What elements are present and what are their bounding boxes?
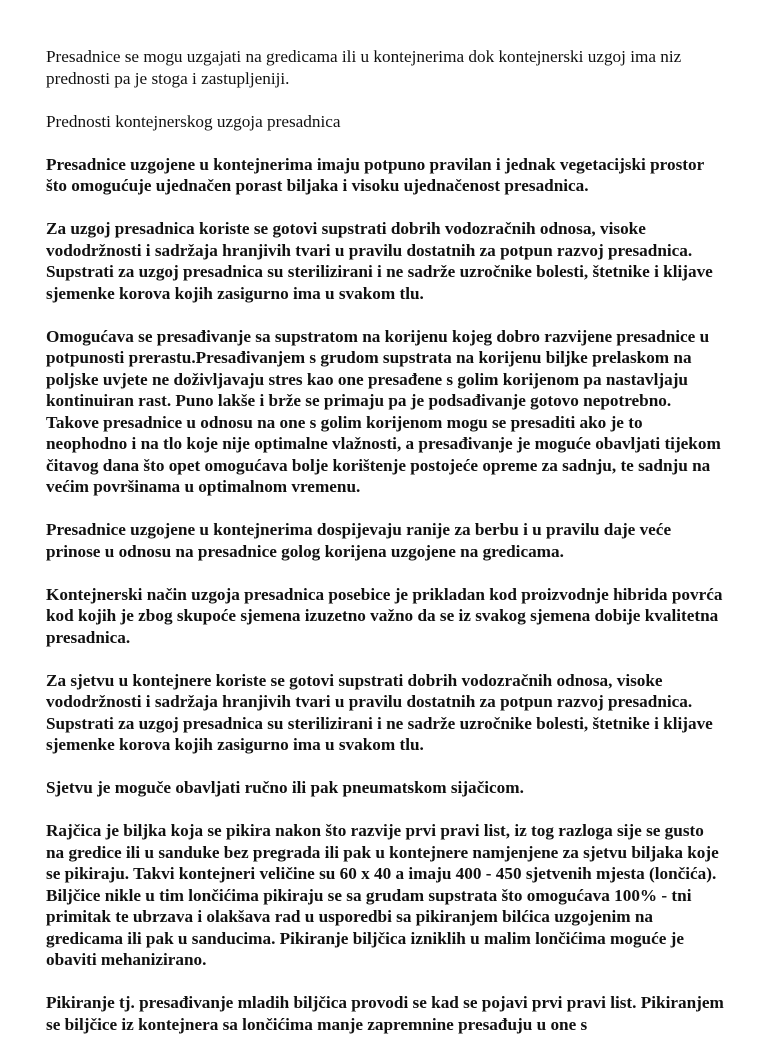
paragraph-vegetation-space: Presadnice uzgojene u kontejnerima imaju potpuno pravilan i jednak vegetacijski prostor što omogućuje ujednačen porast biljaka i visoku ujednačenost presadnica.	[46, 154, 704, 195]
document-page	[46, 46, 726, 1057]
paragraph-intro: Presadnice se mogu uzgajati na gredicama ili u kontejnerima dok kontejnerski uzgoj ima niz prednosti pa je stoga i zastupljeniji.	[46, 47, 682, 88]
paragraph-tomato-pricking: Rajčica je biljka koja se pikira nakon što razvije prvi pravi list, iz tog razloga sije se gusto na gredice ili u sanduke bez pregrada ili pak u kontejnere namjenjene za sjetvu biljaka koje se pikiraju. Takvi kontejneri veličine su 60 x 40 a imaju 400 - 450 sjetvenih mjesta (lončića). Biljčice nikle u tim lončićima pikiraju se sa grudam supstrata što omogućava 100% - tni primitak te ubrzava i olakšava rad u usporedbi sa pikiranjem bilćica uzgojenim na gredicama ili pak u sanducima. Pikiranje biljčica izniklih u malim lončićima moguće je obaviti mehanizirano.	[46, 821, 719, 969]
paragraph-harvest: Presadnice uzgojene u kontejnerima dospijevaju ranije za berbu i u pravilu daje veće prinose u odnosu na presadnice golog korijena uzgojene na gredicama.	[46, 520, 672, 561]
paragraph-pricking-out: Pikiranje tj. presađivanje mladih biljčica provodi se kad se pojavi prvi pravi list. Pikiranjem se biljčice iz kontejnera sa lončićima manje zapremnine presađuju u one s	[46, 993, 724, 1034]
paragraph-transplanting: Omogućava se presađivanje sa supstratom na korijenu kojeg dobro razvijene presadnice u potpunosti prerastu.Presađivanjem s grudom supstrata na korijenu biljke prelaskom na poljske uvjete ne doživljavaju stres kao one presađene s golim korijenom pa nastavljaju kontinuiran rast. Puno lakše i brže se primaju pa je podsađivanje gotovo nepotrebno. Takove presadnice u odnosu na one s golim korijenom mogu se presaditi ako je to neophodno i na tlo koje nije optimalne vlažnosti, a presađivanje je moguće obavljati tijekom čitavog dana što opet omogućava bolje korištenje postojeće opreme za sadnju, te sadnju na većim površinama u optimalnom vremenu.	[46, 326, 721, 496]
paragraph-sowing-substrates: Za sjetvu u kontejnere koriste se gotovi supstrati dobrih vodozračnih odnosa, visoke vododržnosti i sadržaja hranjivih tvari u pravilu dostatnih za potpun razvoj presadnica. Supstrati za uzgoj presadnica su sterilizirani i ne sadrže uzročnike bolesti, štetnike i klijave sjemenke korova kojih zasigurno ima u svakom tlu.	[46, 670, 713, 754]
paragraph-sowing-method: Sjetvu je moguče obavljati ručno ili pak pneumatskom sijačicom.	[46, 778, 524, 797]
paragraph-substrates: Za uzgoj presadnica koriste se gotovi supstrati dobrih vodozračnih odnosa, visoke vododržnosti i sadržaja hranjivih tvari u pravilu dostatnih za potpun razvoj presadnica. Supstrati za uzgoj presadnica su sterilizirani i ne sadrže uzročnike bolesti, štetnike i klijave sjemenke korova kojih zasigurno ima u svakom tlu.	[46, 219, 713, 303]
section-heading: Prednosti kontejnerskog uzgoja presadnica	[46, 111, 341, 131]
paragraph-hybrids: Kontejnerski način uzgoja presadnica posebice je prikladan kod proizvodnje hibrida povrća kod kojih je zbog skupoće sjemena izuzetno važno da se iz svakog sjemena dobije kvalitetna presadnica.	[46, 584, 723, 647]
